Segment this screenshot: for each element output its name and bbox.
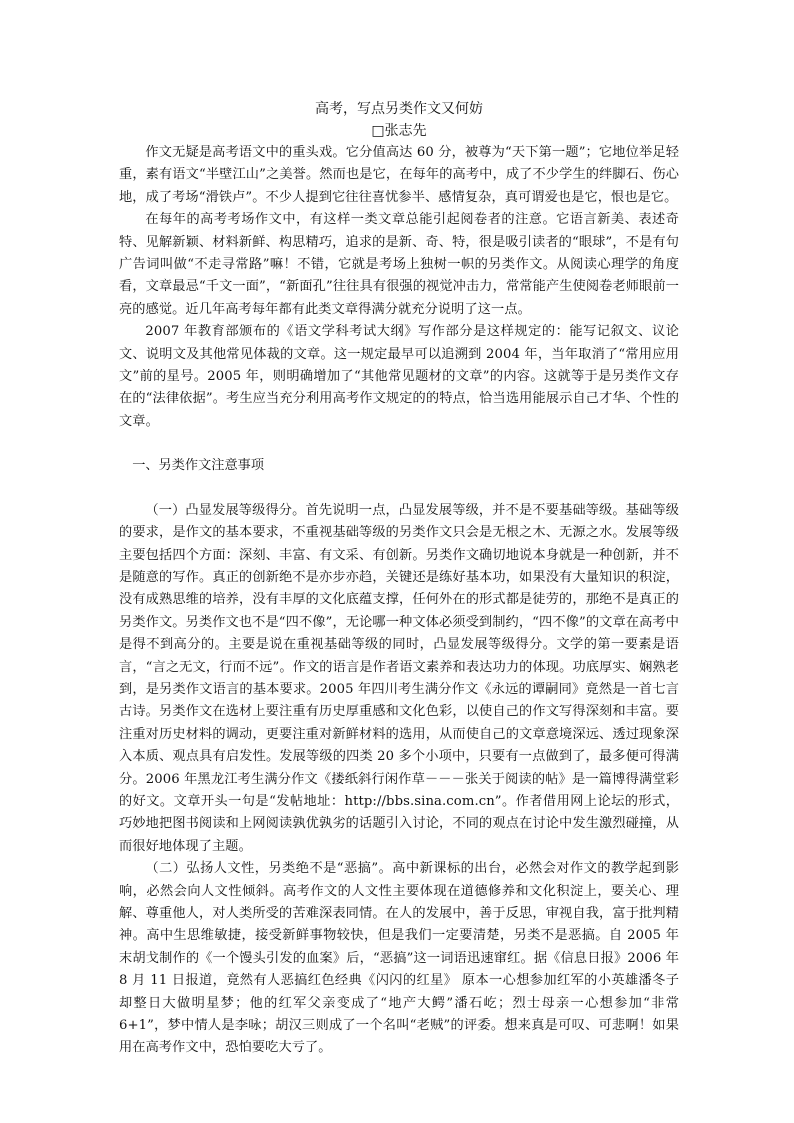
document-author: □张志先: [371, 123, 427, 139]
section-paragraph-1: （一）凸显发展等级得分。首先说明一点，凸显发展等级，并不是不要基础等级。基础等级的要求，是作文的基本要求，不重视基础等级的另类作文只会是无根之木、无源之水。发展等级主要包括四个方面：深刻、丰富、有文采、有创新。另类作文确切地说本身就是一种创新，并不是随意的写作。真正的创新绝不是亦步亦趋，关键还是练好基本功，如果没有大量知识的积淀，没有成熟思维的培养，没有丰厚的文化底蕴支撑，任何外在的形式都是徒劳的，那绝不是真正的另类作文。另类作文也不是“四不像”，无论哪一种文体必须受到制约，“四不像”的文章在高考中是得不到高分的。主要是说在重视基础等级的同时，凸显发展等级得分。文学的第一要素是语言，“言之无文，行而不远”。作文的语言是作者语文素养和表达功力的体现。功底厚实、娴熟老到，是另类作文语言的基本要求。2005 年四川考生满分作文《永远的谭嗣同》竟然是一首七言古诗。另类作文在选材上要注重有历史厚重感和文化色彩，以使自己的作文写得深刻和丰富。要注重对历史材料的调动，更要注重对新鲜材料的选用，从而使自己的文章意境深远、透过现象深入本质、观点具有启发性。发展等级的四类 20 多个小项中，只要有一点做到了，最多便可得满分。2006 年黑龙江考生满分作文《搂纸斜行闲作草－－－张关于阅读的帖》是一篇博得满堂彩的好文。文章开头一句是“发帖地址：http://bbs.sina.com.cn”。作者借用网上论坛的形式，巧妙地把图书阅读和上网阅读孰优孰劣的话题引入讨论，不同的观点在讨论中发生激烈碰撞，从而很好地体现了主题。: [119, 502, 679, 854]
section-heading: 一、另类作文注意事项: [132, 458, 265, 474]
intro-paragraph-2: 在每年的高考考场作文中，有这样一类文章总能引起阅卷者的注意。它语言新美、表述奇特、见解新颖、材料新鲜、构思精巧，追求的是新、奇、特，很是吸引读者的“眼球”，不是有句广告词叫做“不走寻常路”嘛！不错，它就是考场上独树一帜的另类作文。从阅读心理学的角度看，文章最忌“千文一面”，“新面孔”往往具有很强的视觉冲击力，常常能产生使阅卷老师眼前一亮的感觉。近几年高考每年都有此类文章得满分就充分说明了这一点。: [119, 212, 679, 317]
intro-paragraph-3: 2007 年教育部颁布的《语文学科考试大纲》写作部分是这样规定的：能写记叙文、议论文、说明文及其他常见体裁的文章。这一规定最早可以追溯到 2004 年，当年取消了“常用应用文”前的星号。2005 年，则明确增加了“其他常见题材的文章”的内容。这就等于是另类作文存在的“法律依据”。考生应当充分利用高考作文规定的的特点，恰当选用能展示自己才华、个性的文章。: [119, 324, 679, 429]
intro-paragraph-1: 作文无疑是高考语文中的重头戏。它分值高达 60 分，被尊为“天下第一题”；它地位举足轻重，素有语文“半壁江山”之美誉。然而也是它，在每年的高考中，成了不少学生的绊脚石、伤心地，成了考场“滑铁卢”。不少人提到它往往喜忧参半、感情复杂，真可谓爱也是它，恨也是它。: [119, 145, 679, 205]
document-title: 高考，写点另类作文又何妨: [315, 101, 483, 117]
document-page: [119, 98, 679, 1060]
spacer: [119, 478, 679, 500]
section-paragraph-2: （二）弘扬人文性，另类绝不是“恶搞”。高中新课标的出台，必然会对作文的教学起到影响，必然会向人文性倾斜。高考作文的人文性主要体现在道德修养和文化积淀上，要关心、理解、尊重他人，对人类所受的苦难深表同情。在人的发展中，善于反思，审视自我，富于批判精神。高中生思维敏捷，接受新鲜事物较快，但是我们一定要清楚，另类不是恶搞。自 2005 年末胡戈制作的《一个馒头引发的血案》后，“恶搞”这一词语迅速窜红。据《信息日报》2006 年 8 月 11 日报道，竟然有人恶搞红色经典《闪闪的红星》 原本一心想参加红军的小英雄潘冬子却整日大做明星梦；他的红军父亲变成了“地产大鳄”潘石屹；烈士母亲一心想参加“非常 6+1”，梦中情人是李咏；胡汉三则成了一个名叫“老贼”的评委。想来真是可叹、可悲啊！如果用在高考作文中，恐怕要吃大亏了。: [119, 861, 679, 1056]
spacer: [119, 433, 679, 455]
